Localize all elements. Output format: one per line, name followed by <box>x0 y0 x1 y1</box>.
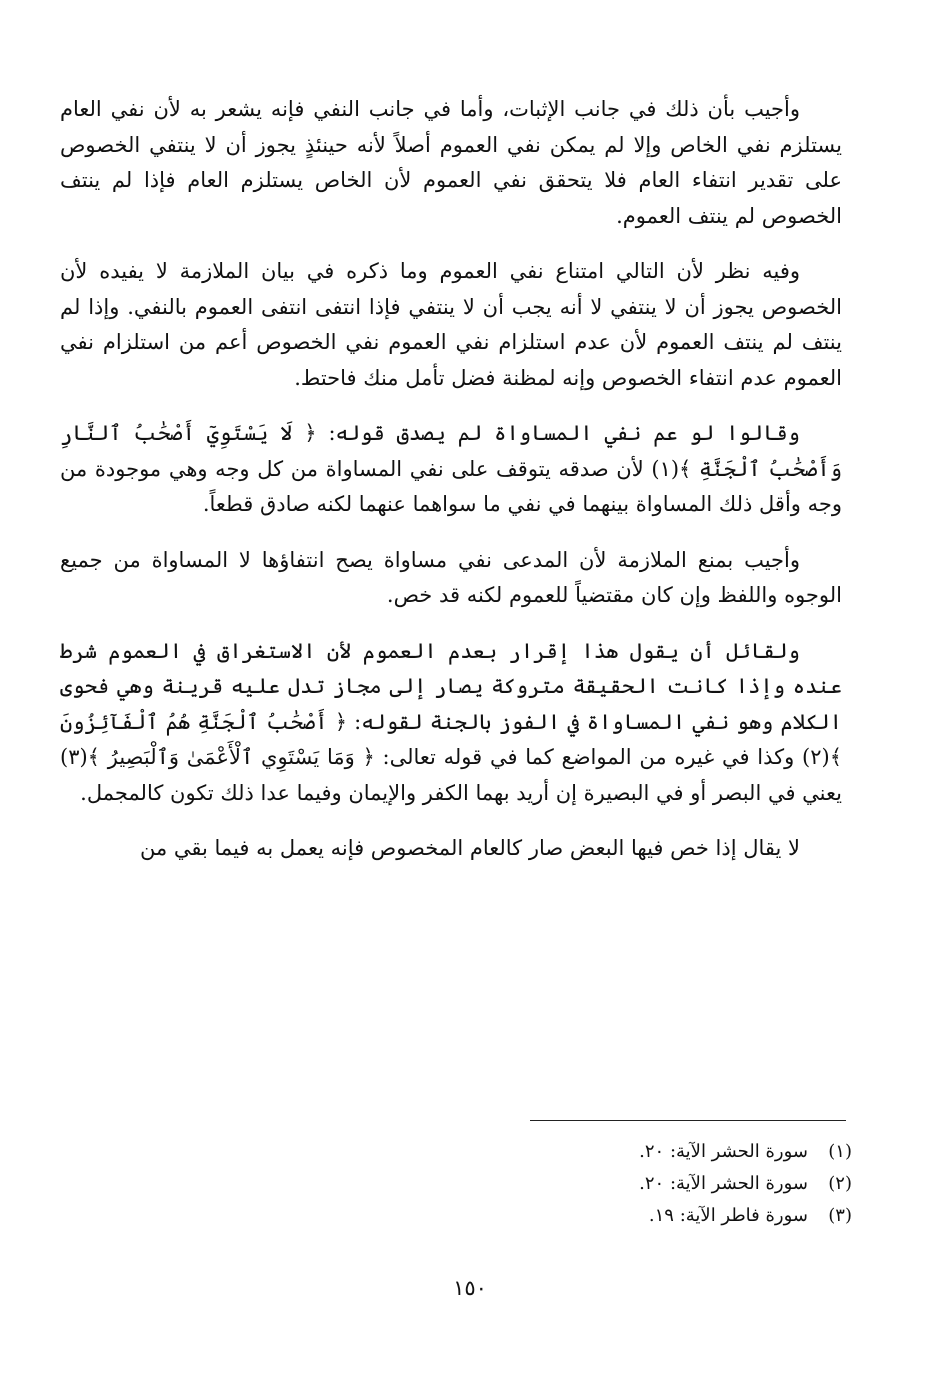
footnote-text: سورة الحشر الآية: ٢٠. <box>639 1141 808 1162</box>
footnotes <box>492 1136 852 1232</box>
paragraph-4: وأجيب بمنع الملازمة لأن المدعى نفي مساواة يصح انتفاؤها لا المساواة من جميع الوجوه واللفظ وإن كان مقتضياً للعموم لكنه قد خص. <box>60 547 842 607</box>
footnote-3 <box>492 1200 852 1232</box>
paragraph-3: وقالوا لو عم نفي المساواة لم يصدق قوله: ﴿ لَا يَسْتَوِيٓ أَصْحَٰبُ ٱلنَّارِ وَأَصْحَٰبُ ٱلْجَنَّةِ ﴾(١) لأن صدقه يتوقف على نفي المساواة من كل وجه وهي موجودة من وجه وأقل ذلك المساواة بينهما في نفي ما سواهما عنهما لكنه صادق قطعاً. <box>60 421 842 516</box>
paragraph-2: وفيه نظر لأن التالي امتناع نفي العموم وما ذكره في بيان الملازمة لا يفيده لأن الخصوص يجوز أن لا ينتفي لا أنه يجب أن لا ينتفي فإذا انتفى انتفى العموم بالنفي. وإذا لم ينتف لم ينتف العموم لأن عدم استلزام نفي العموم نفي الخصوص أعم من استلزام نفي العموم عدم انتفاء الخصوص وإنه لمظنة فضل تأمل منك فاحتط. <box>60 259 842 390</box>
footnote-number: (٢) <box>828 1173 852 1194</box>
footnote-text: سورة فاطر الآية: ١٩. <box>648 1205 808 1226</box>
paragraph-6: لا يقال إذا خص فيها البعض صار كالعام المخصوص فإنه يعمل به فيما بقي من <box>139 836 800 860</box>
page-body <box>60 92 842 887</box>
footnote-number: (٣) <box>828 1205 852 1226</box>
footnote-text: سورة الحشر الآية: ٢٠. <box>639 1173 808 1194</box>
footnote-number: (١) <box>828 1141 852 1162</box>
footnote-2 <box>492 1168 852 1200</box>
paragraph-1: وأجيب بأن ذلك في جانب الإثبات، وأما في جانب النفي فإنه يشعر به لأن نفي العام يستلزم نفي الخاص وإلا لم يمكن نفي العموم أصلاً لأنه حينئذٍ يجوز أن لا ينتفي الخصوص على تقدير انتفاء العام فلا يتحقق نفي العموم لأن الخاص يستلزم العام فإذا لم ينتف الخصوص لم ينتف العموم. <box>60 97 842 228</box>
footnote-divider <box>530 1120 846 1121</box>
paragraph-5: ولقائل أن يقول هذا إقرار بعدم العموم لأن الاستغراق في العموم شرط عنده وإذا كانت الحقيقة متروكة يصار إلى مجاز تدل عليه قرينة وهي فحوى الكلام وهو نفي المساواة في الفوز بالجنة لقوله: ﴿ أَصْحَٰبُ ٱلْجَنَّةِ هُمُ ٱلْفَآئِزُونَ ﴾(٢) وكذا في غيره من المواضع كما في قوله تعالى: ﴿ وَمَا يَسْتَوِي ٱلْأَعْمَىٰ وَٱلْبَصِيرُ ﴾(٣) يعني في البصر أو في البصيرة إن أريد بهما الكفر والإيمان وفيما عدا ذلك تكون كالمجمل. <box>60 638 842 805</box>
footnote-1 <box>492 1136 852 1168</box>
page-number: ١٥٠ <box>453 1276 487 1300</box>
